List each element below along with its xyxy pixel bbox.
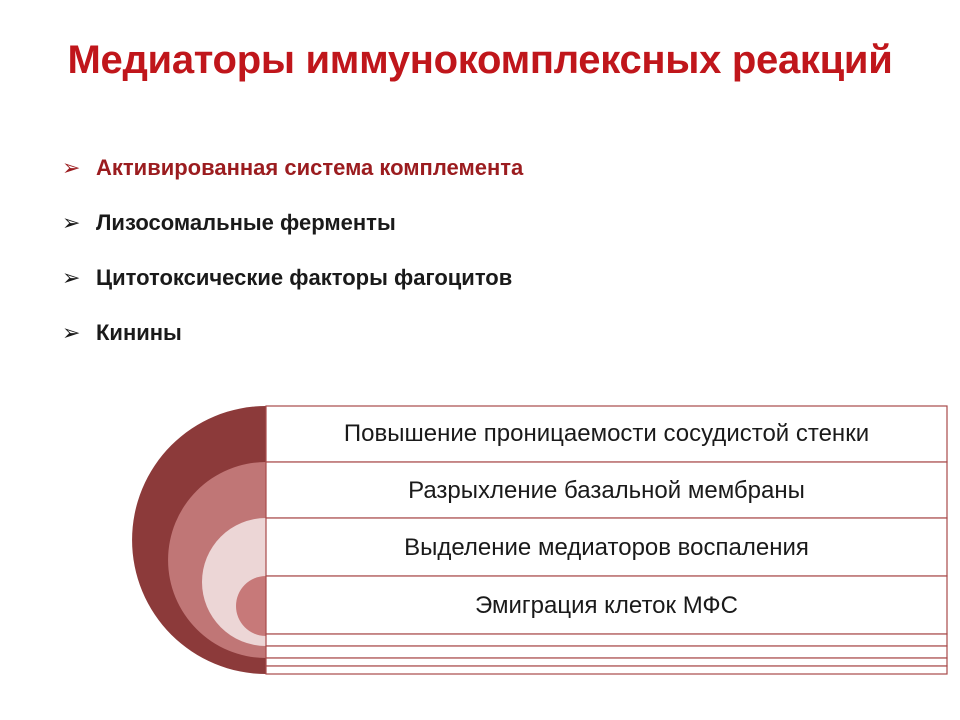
- arrow-bullet-icon: ➢: [62, 154, 81, 180]
- bullet-text: Кинины: [96, 319, 182, 345]
- row-box-thin: [266, 634, 947, 646]
- bullet-text: Активированная система комплемента: [96, 154, 524, 180]
- arrow-bullet-icon: ➢: [62, 319, 81, 345]
- slide-title: Медиаторы иммунокомплексных реакций: [67, 38, 893, 82]
- bullet-text: Цитотоксические факторы фагоцитов: [96, 264, 513, 290]
- row-label: Повышение проницаемости сосудистой стенки: [343, 420, 870, 447]
- row-box-thin: [266, 646, 947, 658]
- row-box-thin: [266, 666, 947, 674]
- row-label: Эмиграция клеток МФС: [474, 592, 738, 619]
- row-box-thin: [266, 658, 947, 666]
- arrow-bullet-icon: ➢: [62, 264, 81, 290]
- bullet-text: Лизосомальные ферменты: [96, 209, 396, 235]
- row-label: Выделение медиаторов воспаления: [404, 534, 809, 561]
- row-label: Разрыхление базальной мембраны: [408, 477, 805, 504]
- arrow-bullet-icon: ➢: [62, 209, 81, 235]
